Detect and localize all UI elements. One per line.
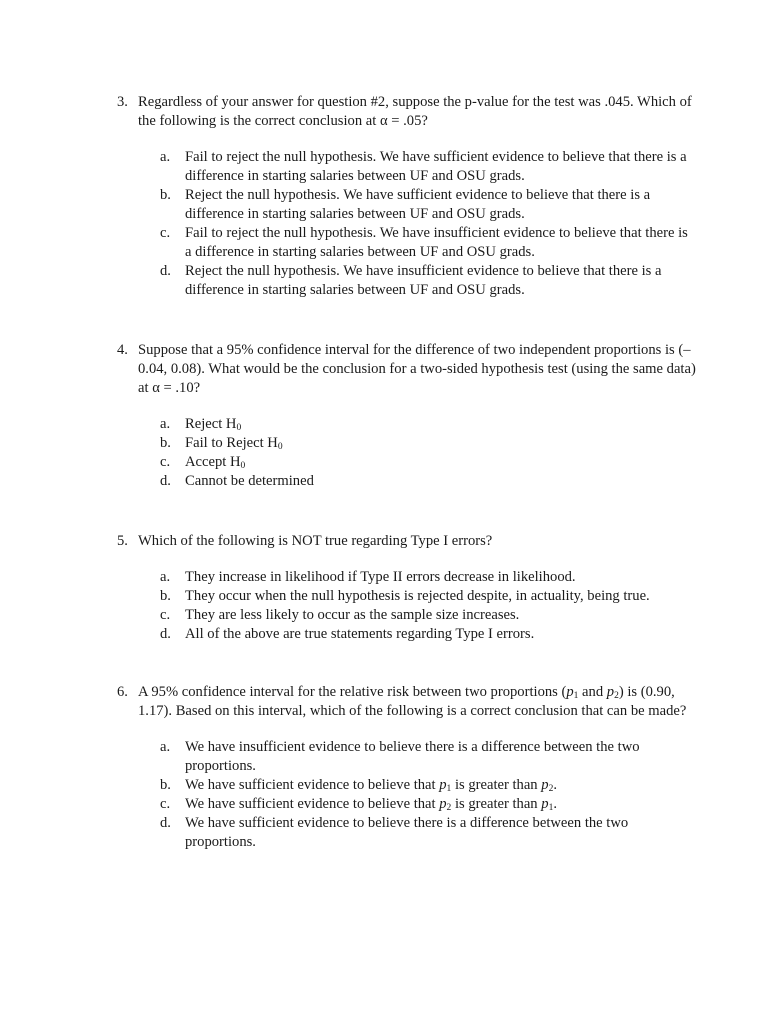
question-number: 5. [117, 533, 128, 549]
question-number: 3. [117, 94, 128, 110]
answer-option-a[interactable]: a. We have insufficient evidence to believe there is a difference between the two proportions. [160, 739, 640, 774]
answer-options [160, 738, 697, 852]
answer-option-a[interactable]: a. They increase in likelihood if Type II errors decrease in likelihood. [160, 569, 576, 585]
answer-option-d[interactable]: d. Cannot be determined [160, 473, 314, 489]
answer-options [160, 148, 697, 300]
answer-options [160, 568, 697, 644]
question-text: Which of the following is NOT true regarding Type I errors? [138, 533, 493, 549]
question-text: A 95% confidence interval for the relative risk between two proportions ($p_1$ and $p_2$) is (0.90, 1.17). Based on this interval, which of the following is a correct conclusion that can be made? [138, 684, 687, 719]
answer-option-c[interactable]: c. Accept $H_0$ [160, 454, 246, 471]
answer-option-c[interactable]: c. We have sufficient evidence to believe that $p_2$ is greater than $p_1$. [160, 796, 557, 813]
question-number: 4. [117, 342, 128, 358]
answer-option-b[interactable]: b. We have sufficient evidence to believe that $p_1$ is greater than $p_2$. [160, 777, 557, 794]
answer-option-b[interactable]: b. Reject the null hypothesis. We have sufficient evidence to believe that there is a difference in starting salaries between UF and OSU grads. [160, 187, 651, 222]
answer-option-d[interactable]: d. We have sufficient evidence to believe there is a difference between the two proportions. [160, 815, 629, 850]
question-text: Regardless of your answer for question #2, suppose the p-value for the test was .045. Which of the following is the correct conclusion at α = .05? [138, 94, 692, 129]
answer-option-c[interactable]: c. They are less likely to occur as the sample size increases. [160, 607, 520, 623]
question-6 [117, 683, 697, 867]
question-number: 6. [117, 684, 128, 700]
answer-option-a[interactable]: a. Reject $H_0$ [160, 416, 242, 433]
answer-option-a[interactable]: a. Fail to reject the null hypothesis. We have sufficient evidence to believe that there is a difference in starting salaries between UF and OSU grads. [160, 149, 687, 184]
question-text: Suppose that a 95% confidence interval for the difference of two independent proportions is (–0.04, 0.08). What would be the conclusion for a two-sided hypothesis test (using the same data) at α = .10? [138, 342, 696, 396]
question-4 [117, 341, 697, 506]
answer-options [160, 415, 697, 491]
answer-option-b[interactable]: b. They occur when the null hypothesis is rejected despite, in actuality, being true. [160, 588, 650, 604]
question-3 [117, 93, 697, 315]
answer-option-c[interactable]: c. Fail to reject the null hypothesis. We have insufficient evidence to believe that there is a difference in starting salaries between UF and OSU grads. [160, 225, 688, 260]
answer-option-b[interactable]: b. Fail to Reject $H_0$ [160, 435, 283, 452]
answer-option-d[interactable]: d. Reject the null hypothesis. We have insufficient evidence to believe that there is a difference in starting salaries between UF and OSU grads. [160, 263, 662, 298]
question-5 [117, 532, 697, 659]
answer-option-d[interactable]: d. All of the above are true statements regarding Type I errors. [160, 626, 535, 642]
